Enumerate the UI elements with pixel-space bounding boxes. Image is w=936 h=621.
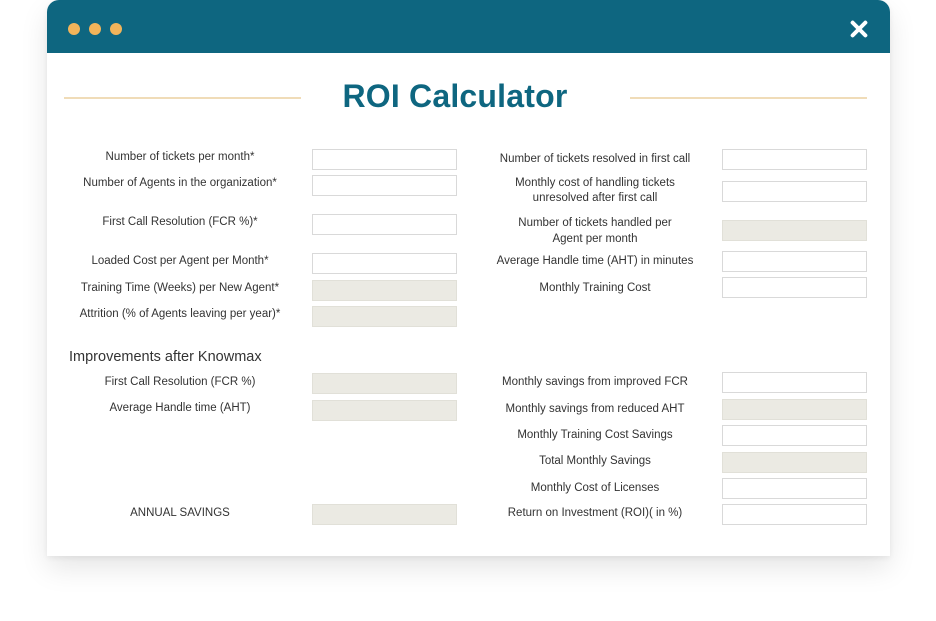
tickets-per-agent-input[interactable] <box>722 220 867 241</box>
savings-aht-output[interactable] <box>722 399 867 420</box>
page-title: ROI Calculator <box>342 78 568 114</box>
improvements-heading: Improvements after Knowmax <box>69 349 262 365</box>
tickets-per-month-input[interactable] <box>312 149 457 170</box>
savings-fcr-label: Monthly savings from improved FCR <box>502 376 688 388</box>
cost-of-licenses-label: Monthly Cost of Licenses <box>530 482 660 494</box>
monthly-training-cost-input[interactable] <box>722 277 867 298</box>
training-cost-savings-output[interactable] <box>722 425 867 446</box>
window-dot-icon <box>68 23 80 35</box>
total-monthly-savings-output[interactable] <box>722 452 867 473</box>
roi-label: Return on Investment (ROI)( in %) <box>507 507 683 519</box>
savings-aht-label: Monthly savings from reduced AHT <box>505 403 685 415</box>
monthly-cost-unresolved-label-line2: unresolved after first call <box>532 192 658 204</box>
aht-minutes-input[interactable] <box>722 251 867 272</box>
fcr-percent-input[interactable] <box>312 214 457 235</box>
attrition-label: Attrition (% of Agents leaving per year)* <box>79 308 281 320</box>
loaded-cost-label: Loaded Cost per Agent per Month* <box>91 255 269 267</box>
close-icon[interactable] <box>847 17 871 41</box>
improved-aht-label: Average Handle time (AHT) <box>109 402 251 414</box>
monthly-training-cost-label: Monthly Training Cost <box>539 282 651 294</box>
training-cost-savings-label: Monthly Training Cost Savings <box>517 429 673 441</box>
agents-in-org-input[interactable] <box>312 175 457 196</box>
improved-fcr-output[interactable] <box>312 373 457 394</box>
tickets-resolved-first-call-label: Number of tickets resolved in first call <box>499 153 691 165</box>
window-dot-icon <box>89 23 101 35</box>
improved-aht-output[interactable] <box>312 400 457 421</box>
training-time-label: Training Time (Weeks) per New Agent* <box>80 282 280 294</box>
monthly-cost-unresolved-label-line1: Monthly cost of handling tickets <box>515 177 675 189</box>
annual-savings-output[interactable] <box>312 504 457 525</box>
agents-in-org-label: Number of Agents in the organization* <box>83 177 277 189</box>
loaded-cost-input[interactable] <box>312 253 457 274</box>
tickets-per-agent-label-line2: Agent per month <box>552 233 638 245</box>
cost-of-licenses-input[interactable] <box>722 478 867 499</box>
improved-fcr-label: First Call Resolution (FCR %) <box>104 376 256 388</box>
training-time-input[interactable] <box>312 280 457 301</box>
window-titlebar <box>47 0 890 53</box>
tickets-per-agent-label-line1: Number of tickets handled per <box>518 217 672 229</box>
tickets-per-agent-label <box>475 215 715 247</box>
total-monthly-savings-label: Total Monthly Savings <box>539 455 651 467</box>
annual-savings-label: ANNUAL SAVINGS <box>130 507 230 519</box>
monthly-cost-unresolved-input[interactable] <box>722 181 867 202</box>
title-divider-right <box>630 97 867 99</box>
tickets-resolved-first-call-input[interactable] <box>722 149 867 170</box>
roi-output[interactable] <box>722 504 867 525</box>
monthly-cost-unresolved-label <box>475 176 715 206</box>
title-divider-left <box>64 97 301 99</box>
window-dot-icon <box>110 23 122 35</box>
savings-fcr-output[interactable] <box>722 372 867 393</box>
attrition-input[interactable] <box>312 306 457 327</box>
aht-minutes-label: Average Handle time (AHT) in minutes <box>496 255 694 267</box>
tickets-per-month-label: Number of tickets per month* <box>105 151 255 163</box>
fcr-percent-label: First Call Resolution (FCR %)* <box>102 216 258 228</box>
